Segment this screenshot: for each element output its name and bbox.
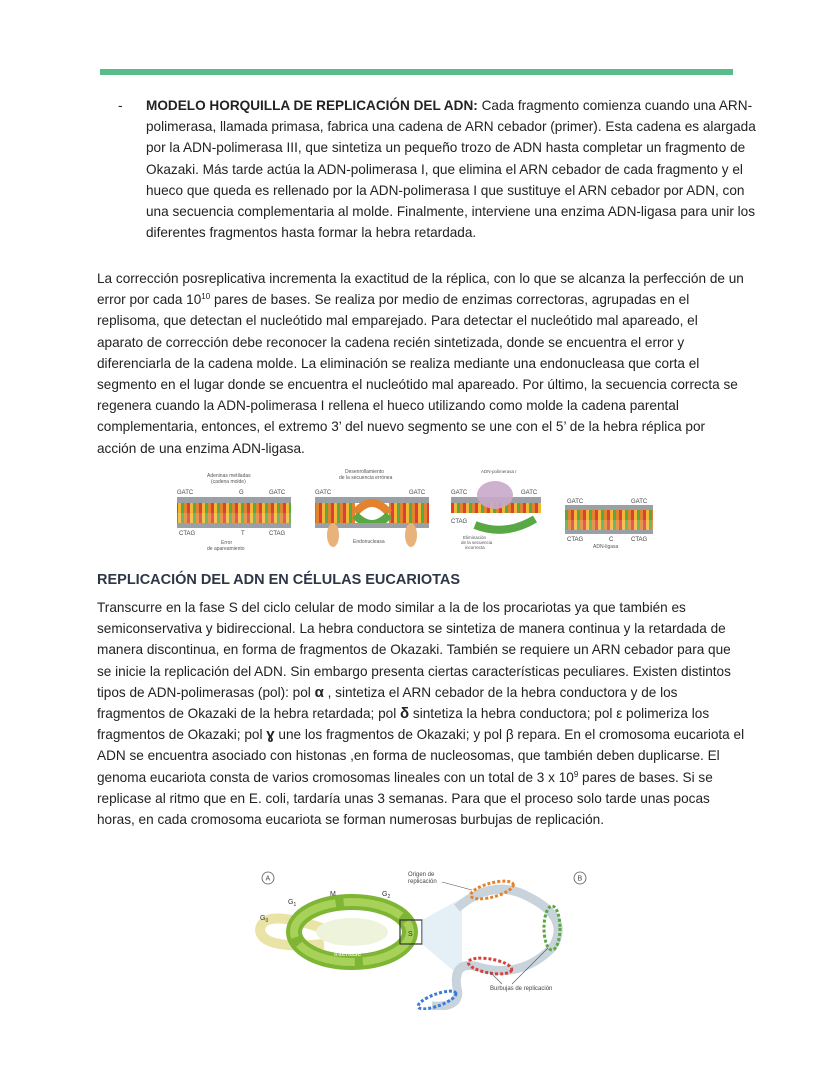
seq-gatc-2: GATC [269, 490, 286, 496]
seq-gatc-1: GATC [177, 490, 194, 496]
correction-text-2: pares de bases. Se realiza por medio de enzimas correctoras, agrupadas en el replisoma, que detectan el nucleótido mal emparejado. Para detectar el nucleótido mal apareado, el aparato de corrección debe reconocer la cadena recién sintetizada, donde se encuentra el error y diferenciarla de la cadena molde. La eliminación se realiza mediante una endonucleasa que corta el segmento en el lugar donde se encuentra el nucleótido mal apareado. Por último, la secuencia correcta se regenera cuando la ADN-polimerasa I rellena el hueco utilizando como molde la cadena parental complementaria, entonces, el extremo 3’ del nuevo segmento se une con el 5’ de la hebra réplica por acción de una enzima ADN-ligasa. [97, 292, 738, 456]
label-interfase: Interfase [334, 951, 362, 958]
label-burbujas: Burbujas de replicación [490, 986, 553, 992]
label-elim-2: de la secuencia [461, 540, 493, 545]
figure1-panel-2 [315, 469, 429, 547]
seq-gatc-5: GATC [451, 490, 468, 496]
seq-ctag-1: CTAG [179, 531, 196, 537]
label-g0: $G_0$ [260, 915, 269, 924]
bullet-title: MODELO HORQUILLA DE REPLICACIÓN DEL ADN: [146, 98, 478, 113]
section-heading: REPLICACIÓN DEL ADN EN CÉLULAS EUCARIOTAS [97, 572, 461, 588]
figure1-panel-4 [565, 499, 653, 550]
eukaryote-text-5: pares de bases. Si se replicase al ritmo que en E. coli, tardaría unas 3 semanas. Para que el proceso solo tarde unas pocas horas, en cada cromosoma eucariota se forman numerosas burbujas de replicación. [97, 769, 713, 828]
base-g: G [239, 490, 244, 496]
label-error-2: de apareamiento [207, 546, 245, 552]
figure1-panel-3 [451, 469, 541, 550]
label-m: M [330, 891, 336, 898]
seq-gatc-6: GATC [521, 490, 538, 496]
bullet-text [146, 95, 758, 243]
bullet-body: Cada fragmento comienza cuando una ARN-polimerasa, llamada primasa, fabrica una cadena de ARN cebador (primer). Esta cadena es alargada por la ADN-polimerasa III, que sintetiza un pequeño trozo de ADN hasta completar un fragmento de Okazaki. Más tarde actúa la ADN-polimerasa I, que elimina el ARN cebador de cada fragmento y el hueco que queda es rellenado por la ADN-polimerasa I que sustituye el ARN cebador por ADN, con una secuencia complementaria al molde. Finalmente, interviene una enzima ADN-ligasa para unir los diferentes fragmentos hasta formar la hebra retardada. [146, 98, 756, 241]
label-error: Error [221, 540, 233, 546]
label-a: A [265, 875, 271, 883]
eukaryote-text-1: Transcurre en la fase S del ciclo celular de modo similar a la de los procariotas ya que también es semiconservativa y bidireccional. La hebra conductora se sintetiza de manera continua y la retardada de manera discontinua, en forma de fragmentos de Okazaki. También se requiere un ARN cebador para que se inicie la replicación del ADN. Sin embargo presenta ciertas características peculiares. Existen distintos tipos de ADN-polimerasas (pol): pol [97, 600, 731, 700]
seq-ctag-3: CTAG [451, 519, 468, 525]
label-unwind-2: de la secuencia errónea [339, 475, 393, 481]
seq-gatc-4: GATC [409, 490, 426, 496]
seq-gatc-8: GATC [631, 499, 648, 505]
label-origen: Origen de [408, 872, 435, 878]
eukaryote-paragraph [97, 597, 747, 830]
base-t: T [241, 531, 245, 537]
label-unwind: Desenrollamiento [345, 469, 384, 475]
header-rule [100, 69, 733, 75]
label-b: B [577, 875, 583, 883]
label-pol: ADN-polimerasa I [481, 469, 517, 474]
bullet-dash: - [118, 98, 123, 113]
cell-cycle-figure [252, 868, 592, 1010]
bullet-horquilla [118, 95, 758, 243]
correction-paragraph [97, 268, 747, 459]
eukaryote-text-2: , sintetiza el ARN cebador de la hebra conductora y de los fragmentos de Okazaki de la hebra retardada; pol [97, 684, 678, 722]
seq-ctag-4: CTAG [567, 537, 584, 543]
genome-exponent: 9 [573, 769, 579, 779]
correction-text-1: La corrección posreplicativa incrementa la exactitud de la réplica, con lo que se alcanza la perfección de un error por cada 10 [97, 271, 744, 308]
seq-gatc-3: GATC [315, 490, 332, 496]
label-methylated-2: (cadena molde) [211, 479, 246, 485]
label-g2: $G_2$ [382, 891, 391, 900]
figure1-panel-1 [177, 473, 291, 552]
correction-figure [175, 465, 655, 555]
label-s: S [408, 931, 413, 938]
eukaryote-text-4: une los fragmentos de Okazaki; y pol β repara. En el cromosoma eucariota el ADN se encuentra asociado con histonas ,en forma de nucleosomas, que también deben duplicarse. El genoma eucariota consta de varios cromosomas lineales con un total de 3 x 10 [97, 727, 745, 785]
seq-ctag-2: CTAG [269, 531, 286, 537]
eukaryote-text-3: sintetiza la hebra conductora; pol ε polimeriza los fragmentos de Okazaki; pol [97, 706, 710, 743]
seq-gatc-7: GATC [567, 499, 584, 505]
delta-symbol: δ [400, 705, 410, 723]
label-ligase: ADN-ligasa [593, 544, 619, 550]
base-c: C [609, 537, 614, 543]
seq-ctag-5: CTAG [631, 537, 648, 543]
label-origen-2: replicación [408, 879, 437, 885]
label-methylated: Adeninas metiladas [207, 473, 251, 479]
correction-exponent: 10 [201, 292, 211, 302]
label-elim-3: incorrecta [465, 545, 485, 550]
label-elim: Eliminación [463, 535, 487, 540]
gamma-symbol: ɣ [266, 726, 275, 744]
label-g1: $G_1$ [288, 899, 297, 908]
alpha-symbol: α [314, 683, 324, 701]
label-endo: Endonucleasa [353, 539, 385, 545]
